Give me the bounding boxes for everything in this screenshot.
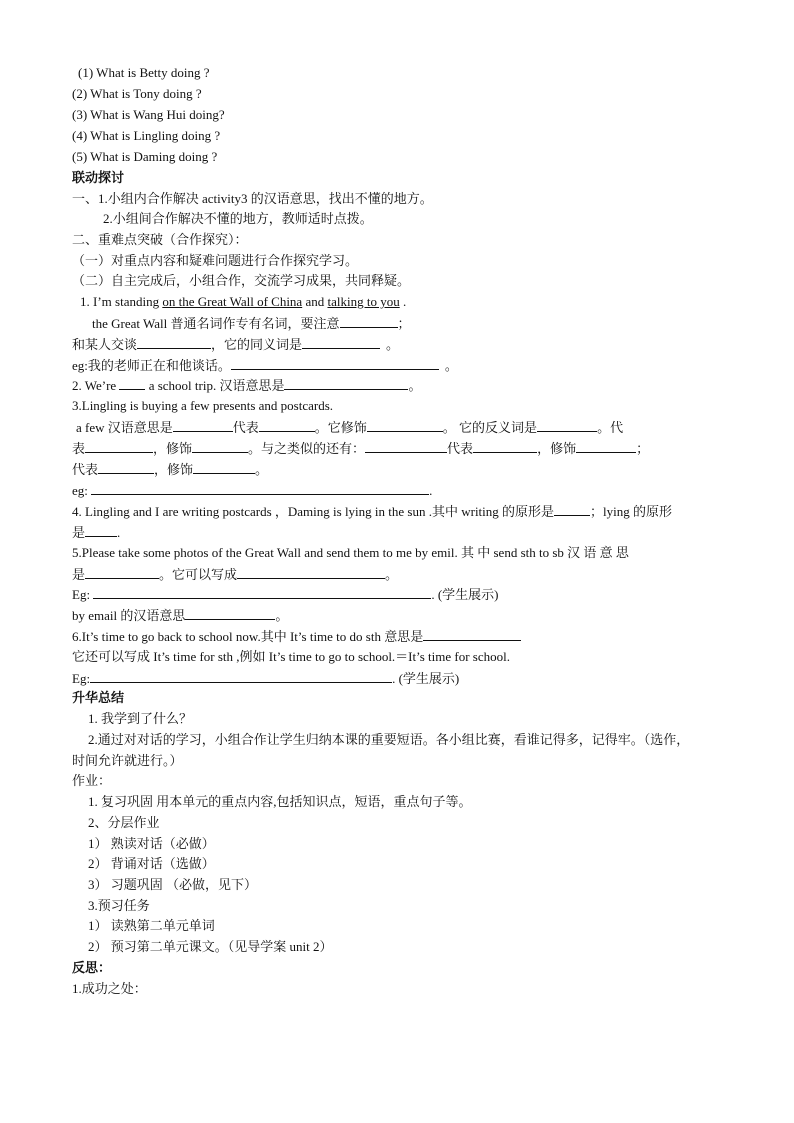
step-1-2: 2.小组间合作解决不懂的地方，教师适时点拨。 xyxy=(103,211,373,226)
reflection-1: 1.成功之处： xyxy=(72,981,147,996)
point-6-line-a: 6.It’s time to go back to school now.其中 It’s time to do sth 意思是 xyxy=(72,628,521,645)
step-2-heading: 二、重难点突破（合作探究）： xyxy=(72,232,248,247)
point-5-line-b: 是 。它可以写成 。 xyxy=(72,567,399,582)
point-2: 2. We’re a school trip. 汉语意思是 。 xyxy=(72,378,422,393)
point-5-by-email: by email 的汉语意思 。 xyxy=(72,608,289,623)
homework-heading: 作业： xyxy=(72,773,112,788)
answer-blank[interactable] xyxy=(340,315,398,328)
answer-blank[interactable] xyxy=(537,419,597,432)
question-1: (1) What is Betty doing ? xyxy=(78,65,210,80)
homework-2-2: 2） 背诵对话（选做） xyxy=(88,856,215,871)
section-heading-shenghua: 升华总结 xyxy=(72,690,125,705)
answer-blank[interactable] xyxy=(554,503,590,516)
answer-blank[interactable] xyxy=(423,628,521,641)
homework-2-1: 1） 熟读对话（必做） xyxy=(88,836,215,851)
answer-blank[interactable] xyxy=(193,461,255,474)
section-heading-liandong: 联动探讨 xyxy=(72,170,125,185)
point-5-sentence: 5.Please take some photos of the Great Wall and send them to me by emil. 其 中 send sth to sb 汉 语 意 思 xyxy=(72,545,629,560)
answer-blank[interactable] xyxy=(473,440,537,453)
answer-blank[interactable] xyxy=(85,440,153,453)
answer-blank[interactable] xyxy=(173,419,233,432)
answer-blank[interactable] xyxy=(576,440,636,453)
answer-blank[interactable] xyxy=(185,607,275,620)
question-2: (2) What is Tony doing ? xyxy=(72,86,202,101)
answer-blank[interactable] xyxy=(192,440,248,453)
point-4-line-b: 是 . xyxy=(72,525,121,540)
summary-2-line-a: 2.通过对对话的学习，小组合作让学生归纳本课的重要短语。各小组比赛，看谁记得多，记得牢。（选作， xyxy=(88,732,690,747)
question-3: (3) What is Wang Hui doing? xyxy=(72,107,225,122)
step-2-a: （一）对重点内容和疑难问题进行合作探究学习。 xyxy=(72,253,359,268)
answer-blank[interactable] xyxy=(85,524,117,537)
point-6-line-b: 它还可以写成 It’s time for sth ,例如 It’s time to go to school.＝It’s time for school. xyxy=(72,649,510,664)
answer-blank[interactable] xyxy=(367,419,443,432)
point-1-talk-note: 和某人交谈 ，它的同义词是 。 xyxy=(72,337,400,352)
point-3-line-a: a few 汉语意思是 代表 。它修饰 。 它的反义词是 。代 xyxy=(76,420,624,435)
phrase-great-wall: on the Great Wall of China xyxy=(162,294,303,309)
point-3-example: eg: . xyxy=(72,483,433,498)
phrase-talking-to: talking to you xyxy=(327,294,400,309)
point-5-example: Eg: . (学生展示) xyxy=(72,587,499,602)
answer-blank[interactable] xyxy=(93,586,431,599)
answer-blank[interactable] xyxy=(237,566,385,579)
point-3-line-c: 代表 ，修饰 。 xyxy=(72,462,269,477)
question-4: (4) What is Lingling doing ? xyxy=(72,128,221,143)
section-heading-fansi: 反思： xyxy=(72,960,112,975)
homework-1: 1. 复习巩固 用本单元的重点内容,包括知识点，短语，重点句子等。 xyxy=(88,794,472,809)
step-2-b: （二）自主完成后，小组合作，交流学习成果，共同释疑。 xyxy=(72,273,411,288)
answer-blank[interactable] xyxy=(259,419,315,432)
question-5: (5) What is Daming doing ? xyxy=(72,149,218,164)
answer-blank[interactable] xyxy=(91,482,429,495)
answer-blank[interactable] xyxy=(85,566,159,579)
summary-2-line-b: 时间允许就进行。） xyxy=(72,753,183,768)
homework-2-3: 3） 习题巩固 （必做，见下） xyxy=(88,877,258,892)
summary-1: 1. 我学到了什么？ xyxy=(88,711,193,726)
answer-blank[interactable] xyxy=(302,336,380,349)
point-1-great-wall-note: the Great Wall 普通名词作专有名词，要注意 ； xyxy=(92,316,411,331)
answer-blank[interactable] xyxy=(90,670,392,683)
point-3-line-b: 表 ，修饰 。与之类似的还有： 代表 ，修饰 ； xyxy=(72,441,650,456)
homework-2: 2、分层作业 xyxy=(88,815,160,830)
answer-blank[interactable] xyxy=(231,357,439,370)
point-1-example: eg:我的老师正在和他谈话。 。 xyxy=(72,358,458,373)
step-1-1: 一、1.小组内合作解决 activity3 的汉语意思，找出不懂的地方。 xyxy=(72,191,433,206)
answer-blank[interactable] xyxy=(284,377,408,390)
point-6-example: Eg: . (学生展示) xyxy=(72,671,460,686)
homework-3: 3.预习任务 xyxy=(88,898,150,913)
homework-3-1: 1） 读熟第二单元单词 xyxy=(88,918,215,933)
homework-3-2: 2） 预习第二单元课文。（见导学案 unit 2） xyxy=(88,939,333,954)
answer-blank[interactable] xyxy=(98,461,154,474)
point-4-line-a: 4. Lingling and I are writing postcards ，Daming is lying in the sun .其中 writing 的原形是 ；lying 的原形 xyxy=(72,504,673,519)
answer-blank[interactable] xyxy=(365,440,447,453)
answer-blank[interactable] xyxy=(137,336,211,349)
point-1-sentence: 1. I’m standing on the Great Wall of China and talking to you . xyxy=(80,294,407,309)
point-3-sentence: 3.Lingling is buying a few presents and postcards. xyxy=(72,398,334,413)
answer-blank[interactable] xyxy=(119,377,145,390)
